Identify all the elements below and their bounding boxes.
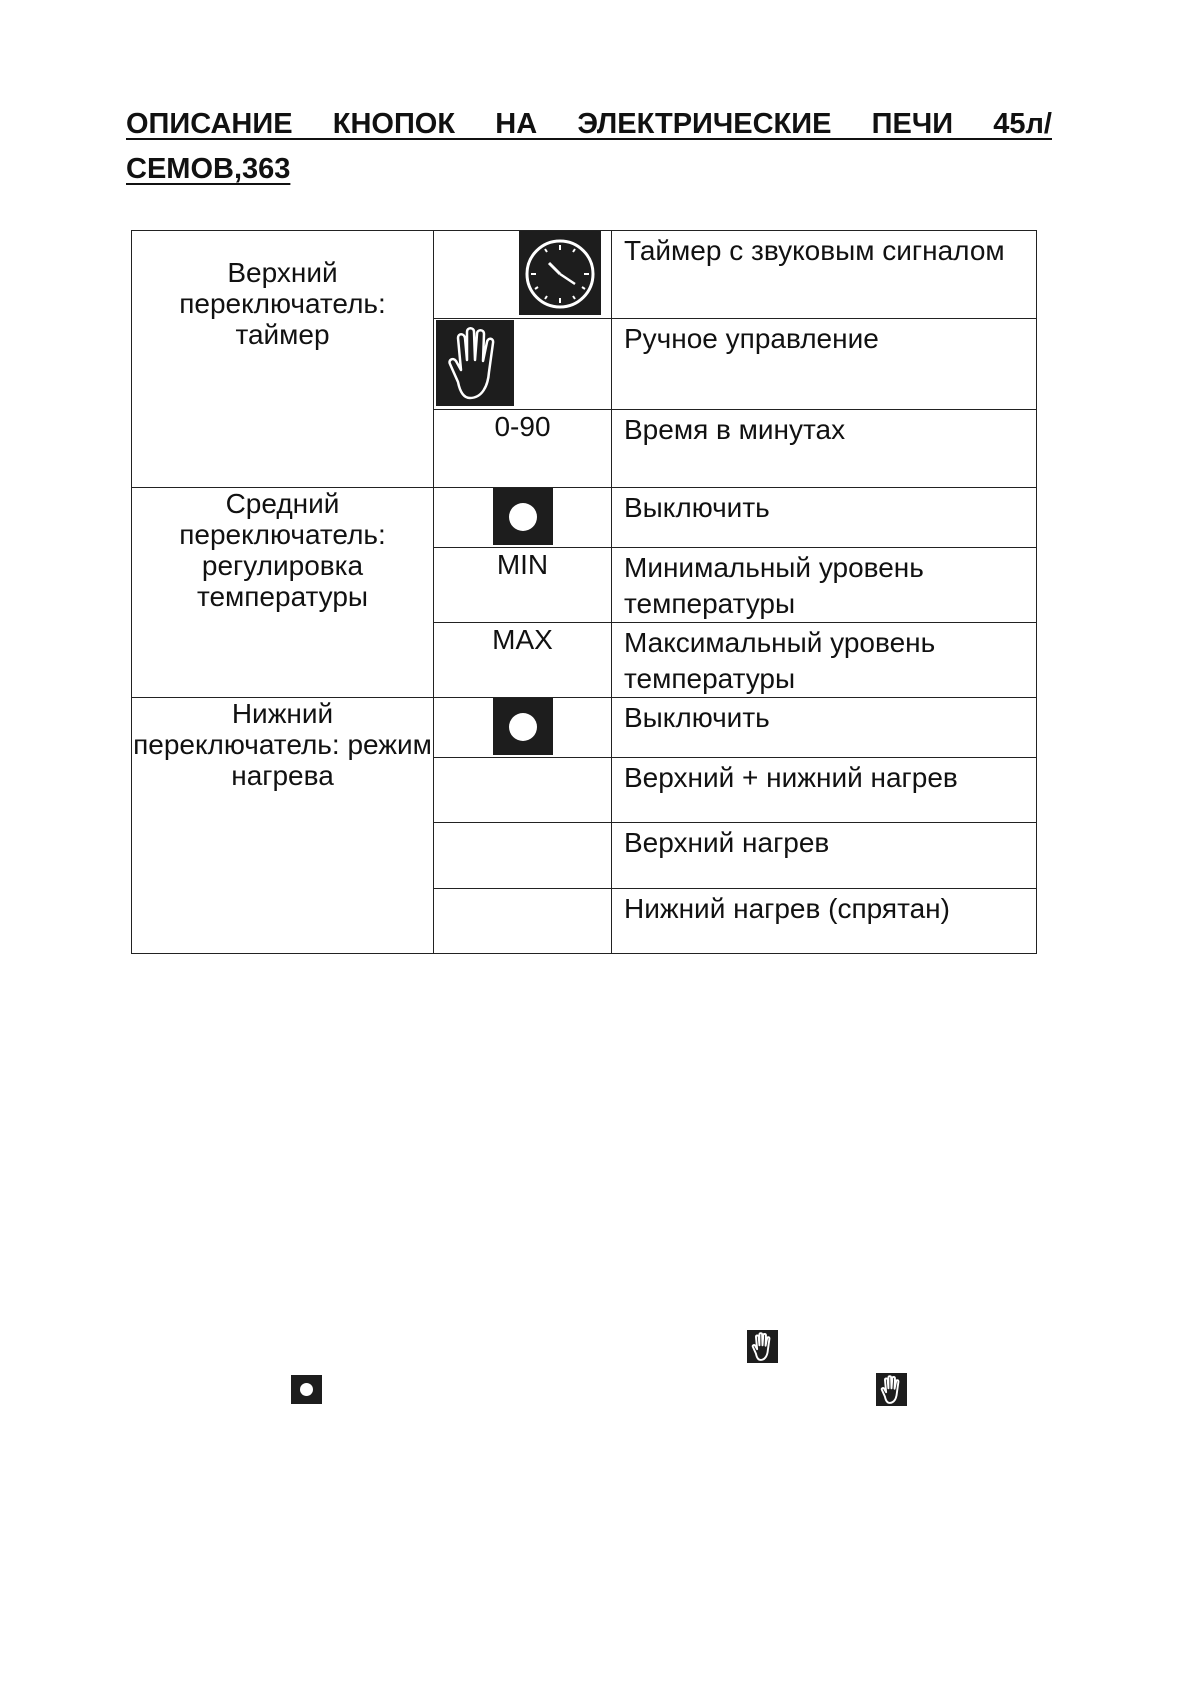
symbol-cell — [434, 698, 612, 758]
description-cell: Минимальный уровень температуры — [612, 548, 1037, 623]
description-cell: Верхний нагрев — [612, 823, 1037, 889]
page-title: ОПИСАНИЕ КНОПОК НА ЭЛЕКТРИЧЕСКИЕ ПЕЧИ 45л/ СЕМОВ,363 — [126, 108, 1052, 185]
symbol-text: MAX — [492, 624, 553, 655]
group-label-bottom: Нижний переключатель: режим нагрева — [132, 698, 434, 954]
group-label-middle: Средний переключатель: регулировка температуры — [132, 488, 434, 698]
description-cell: Таймер с звуковым сигналом — [612, 231, 1037, 319]
symbol-text: 0-90 — [494, 411, 551, 442]
symbol-cell — [434, 488, 612, 548]
off-dot-icon — [291, 1375, 322, 1404]
off-dot-icon — [493, 698, 553, 755]
table-row — [132, 698, 1037, 758]
hand-icon — [436, 320, 514, 406]
symbol-cell — [434, 758, 612, 823]
symbol-text: MIN — [496, 549, 549, 580]
hand-icon — [876, 1373, 907, 1406]
description-cell: Ручное управление — [612, 319, 1037, 410]
symbol-cell — [434, 889, 612, 954]
off-dot-icon — [493, 488, 553, 545]
button-description-table — [131, 230, 1037, 954]
description-cell: Нижний нагрев (спрятан) — [612, 889, 1037, 954]
table-row — [132, 488, 1037, 548]
hand-icon — [747, 1330, 778, 1363]
group-label-top: Верхний переключатель: таймер — [132, 231, 434, 488]
symbol-cell — [434, 623, 612, 698]
table-row — [132, 231, 1037, 319]
description-cell: Максимальный уровень температуры — [612, 623, 1037, 698]
description-cell: Выключить — [612, 488, 1037, 548]
description-cell: Время в минутах — [612, 410, 1037, 488]
description-cell: Верхний + нижний нагрев — [612, 758, 1037, 823]
symbol-cell — [434, 410, 612, 488]
symbol-cell — [434, 548, 612, 623]
symbol-cell — [434, 319, 612, 410]
symbol-cell — [434, 823, 612, 889]
symbol-cell — [434, 231, 612, 319]
description-cell: Выключить — [612, 698, 1037, 758]
clock-icon — [519, 231, 601, 315]
